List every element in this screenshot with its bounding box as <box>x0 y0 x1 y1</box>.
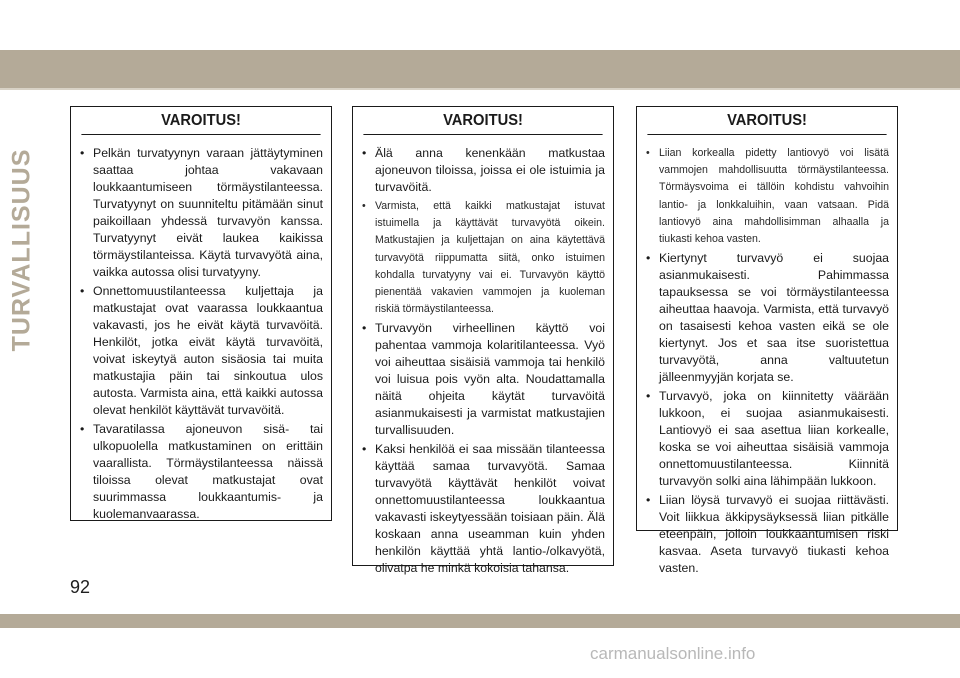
footer-band <box>0 614 960 628</box>
warning-box-1 <box>70 106 332 521</box>
page-number: 92 <box>70 577 91 597</box>
list-item: • Turvavyön virheellinen käyttö voi pahentaa vammoja kolaritilanteessa. Vyö voi aiheuttaa sisäisiä vammoja tai henkilö voi luisua pois vyön alta. Noudattamalla näitä ohjeita käytät turvavöitä asianmukaisesti ja varmistat matkustajien turvallisuuden. <box>361 320 605 439</box>
watermark: carmanualsonline.info <box>590 644 756 663</box>
header-band <box>0 50 960 88</box>
warning-box-3 <box>636 106 898 576</box>
section-title: TURVALLISUUS <box>7 148 36 352</box>
header-divider <box>0 88 960 90</box>
warning-heading: VAROITUS! <box>647 107 886 135</box>
list-item: • Kiertynyt turvavyö ei suojaa asianmukaisesti. Pahimmassa tapauksessa se voi törmäystilanteessa aiheuttaa haavoja. Varmista, että turvavyö on tasaisesti kehoa vasten eikä se ole kiertynyt. Jos et saa itse suoristettua turvavyötä, anna valtuutetun jälleenmyyjän korjata se. <box>645 250 889 386</box>
list-item: • Pelkän turvatyynyn varaan jättäytyminen saattaa johtaa vakavaan loukkaantumiseen törmäystilanteessa. Turvatyynyt on suunniteltu pitämään sinut paikoillaan yhdessä turvavyön kanssa. Turvatyynyt eivät laukea kaikissa törmäystilanteissa. Käytä turvavyötä aina, vaikka autossa olisi turvatyyny. <box>79 145 323 281</box>
list-item: • Onnettomuustilanteessa kuljettaja ja matkustajat ovat vaarassa loukkaantua vakavasti, jos he eivät käytä turvavöitä. Henkilöt, jotka eivät käytä turvavöitä, voivat iskeytyä auton sisäosia tai muita matkustajia päin tai sinkoutua ulos autosta. Varmista aina, että kaikki autossa olevat henkilöt käyttävät turvavöitä. <box>79 283 323 419</box>
warning-box-2 <box>352 106 614 576</box>
warning-heading: VAROITUS! <box>363 107 602 135</box>
warning-list <box>645 145 889 577</box>
list-item: • Kaksi henkilöä ei saa missään tilanteessa käyttää samaa turvavyötä. Samaa turvavyötä käyttävät henkilöt voivat onnettomuustilanteessa loukkaantua vakavasti iskeytyessään toisiaan päin. Älä koskaan anna useamman kuin yhden henkilön käyttää yhtä lantio-/olkavyötä, olivatpa he minkä kokoisia tahansa. <box>361 441 605 577</box>
list-item: • Liian löysä turvavyö ei suojaa riittävästi. Voit liikkua äkkipysäyksessä liian pitkälle eteenpäin, jolloin loukkaantumisen riski kasvaa. Aseta turvavyö tiukasti kehoa vasten. <box>645 492 889 577</box>
list-item: • Liian korkealla pidetty lantiovyö voi lisätä vammojen mahdollisuutta törmäystilanteessa. Törmäysvoima ei tällöin kohdistu vahvoihin lantio- ja lonkkaluihin, vaan vatsaan. Pidä lantiovyö aina mahdollisimman alhaalla ja tiukasti kehoa vasten. <box>645 145 889 248</box>
warning-heading: VAROITUS! <box>81 107 320 135</box>
list-item: • Tavaratilassa ajoneuvon sisä- tai ulkopuolella matkustaminen on erittäin vaarallista. Törmäystilanteessa näissä tiloissa olevat matkustajat ovat suurimmassa loukkaantumis- ja kuolemanvaarassa. <box>79 421 323 523</box>
list-item: • Älä anna kenenkään matkustaa ajoneuvon tiloissa, joissa ei ole istuimia ja turvavöitä. <box>361 145 605 196</box>
list-item: • Turvavyö, joka on kiinnitetty väärään lukkoon, ei suojaa asianmukaisesti. Lantiovyö ei saa asettua liian korkealle, koska se voi aiheuttaa sisäisiä vammoja onnettomuustilanteessa. Kiinnitä turvavyön solki aina lähimpään lukkoon. <box>645 388 889 490</box>
list-item: • Varmista, että kaikki matkustajat istuvat istuimella ja käyttävät turvavyötä oikein. Matkustajien ja kuljettajan on aina käytettävä turvavyötä riippumatta siitä, onko istuimen kohdalla turvatyyny vai ei. Turvavyön käyttö pienentää vakavien vammojen ja kuoleman riskiä törmäystilanteessa. <box>361 198 605 318</box>
warning-list <box>79 145 323 523</box>
warning-list <box>361 145 605 577</box>
